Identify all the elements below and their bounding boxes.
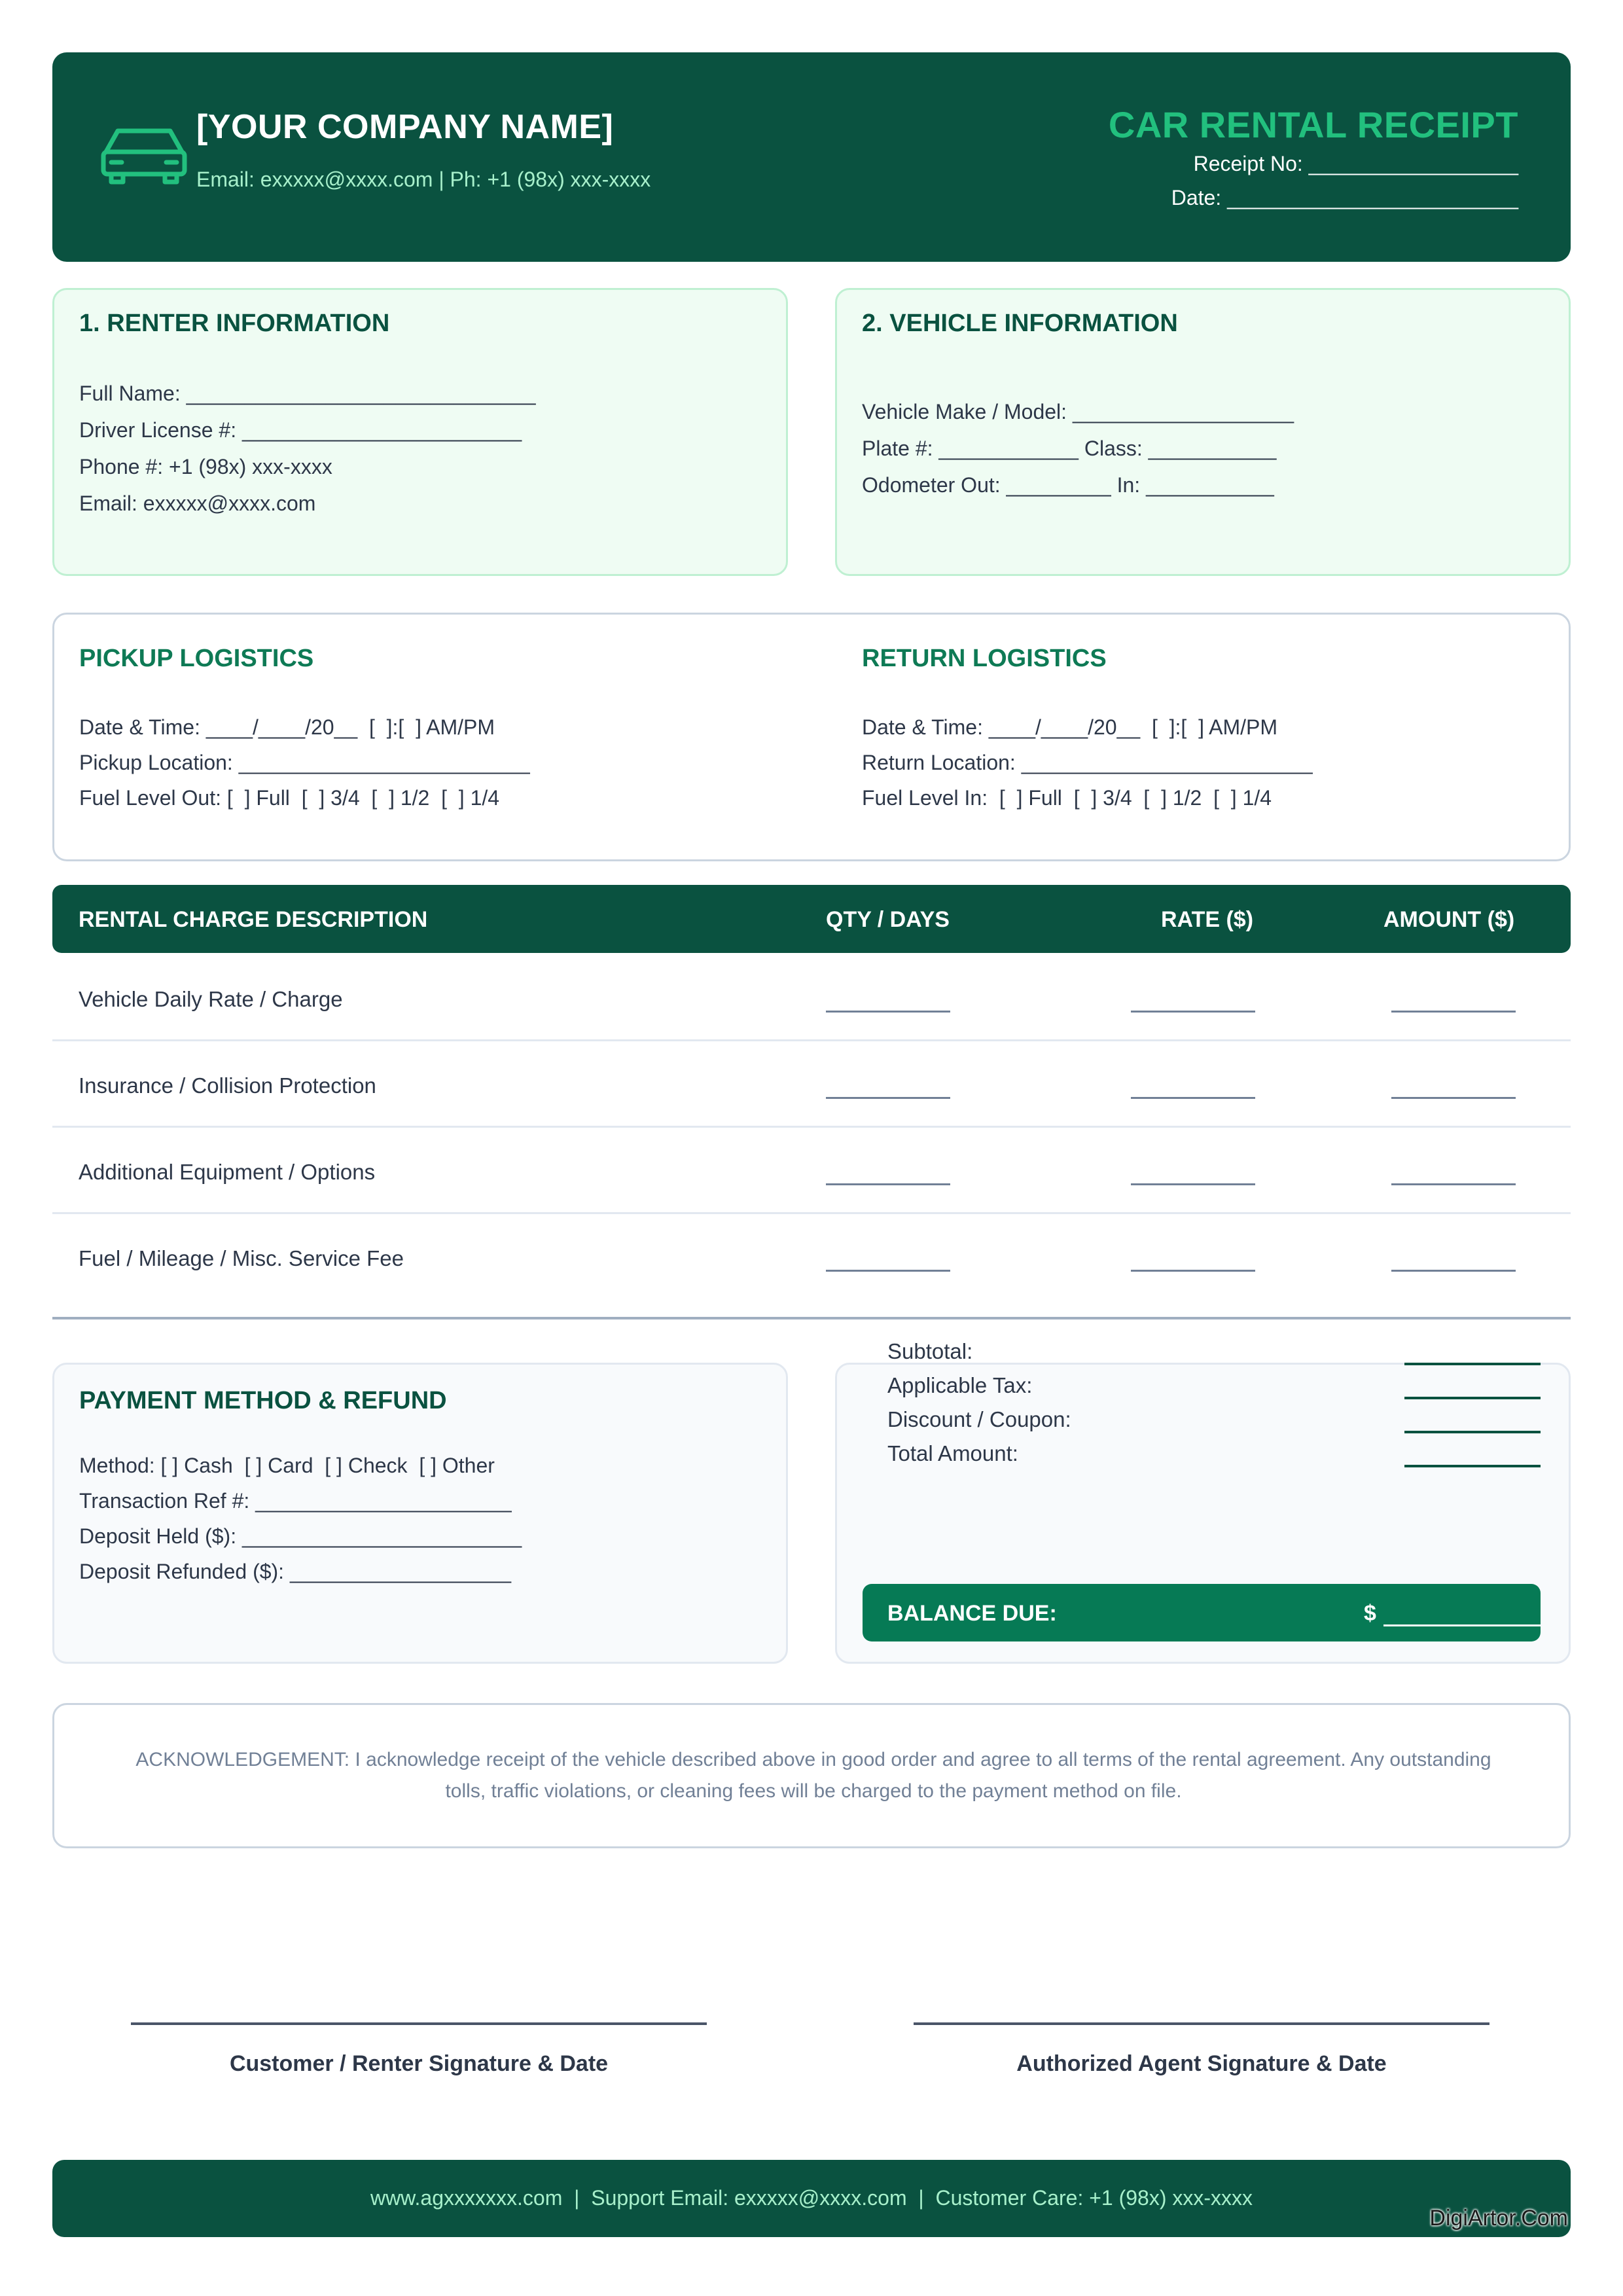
- discount-blank[interactable]: [1404, 1431, 1541, 1433]
- amount-blank[interactable]: [1391, 1183, 1516, 1185]
- charges-table-header: [52, 885, 1571, 953]
- fuel-level-out-field[interactable]: Fuel Level Out: [ ] Full [ ] 3/4 [ ] 1/2 [ ] 1/4: [79, 786, 500, 810]
- deposit-refunded-field[interactable]: Deposit Refunded ($): ___________________: [79, 1560, 512, 1583]
- balance-due-bar: [863, 1584, 1541, 1641]
- rate-blank[interactable]: [1131, 1183, 1255, 1185]
- qty-days-blank[interactable]: [826, 1183, 950, 1185]
- driver-license-field[interactable]: Driver License #: ________________________: [79, 418, 522, 442]
- charge-description: Additional Equipment / Options: [79, 1160, 376, 1184]
- total-amount-label: Total Amount:: [887, 1441, 1018, 1465]
- rate-blank[interactable]: [1131, 1097, 1255, 1099]
- plate-class-field[interactable]: Plate #: ____________ Class: ___________: [862, 437, 1277, 460]
- receipt-footer: [52, 2160, 1571, 2237]
- return-section-title: RETURN LOGISTICS: [862, 645, 1107, 672]
- receipt-header: [52, 52, 1571, 262]
- return-date-time-field[interactable]: Date & Time: ____/____/20__ [ ]:[ ] AM/PM: [862, 715, 1277, 739]
- car-icon: [99, 123, 188, 186]
- table-row: [52, 1212, 1571, 1299]
- vehicle-make-model-field[interactable]: Vehicle Make / Model: ___________________: [862, 400, 1294, 423]
- rate-blank[interactable]: [1131, 1270, 1255, 1272]
- receipt-date-field[interactable]: Date: _________________________: [1171, 186, 1518, 209]
- company-contact: Email: exxxxx@xxxx.com | Ph: +1 (98x) xxx-xxxx: [196, 168, 651, 191]
- agent-signature-label: Authorized Agent Signature & Date: [1016, 2051, 1387, 2076]
- odometer-field[interactable]: Odometer Out: _________ In: ___________: [862, 473, 1274, 497]
- table-row: [52, 1126, 1571, 1214]
- column-header-description: RENTAL CHARGE DESCRIPTION: [79, 907, 428, 932]
- full-name-field[interactable]: Full Name: ______________________________: [79, 382, 536, 405]
- table-bottom-rule: [52, 1317, 1571, 1319]
- receipt-number-field[interactable]: Receipt No: __________________: [1193, 152, 1518, 175]
- column-header-qty-days: QTY / DAYS: [826, 907, 950, 932]
- fuel-level-in-field[interactable]: Fuel Level In: [ ] Full [ ] 3/4 [ ] 1/2 [ ] 1/4: [862, 786, 1272, 810]
- balance-currency: $: [1364, 1601, 1376, 1626]
- total-amount-blank[interactable]: [1404, 1465, 1541, 1467]
- logistics-section: [52, 613, 1571, 861]
- charge-description: Vehicle Daily Rate / Charge: [79, 987, 343, 1011]
- rate-blank[interactable]: [1131, 1011, 1255, 1013]
- footer-contact-text: www.agxxxxxxx.com | Support Email: exxxxx@xxxx.com | Customer Care: +1 (98x) xxx-xxxx: [370, 2186, 1253, 2210]
- column-header-rate: RATE ($): [1161, 907, 1254, 932]
- tax-label: Applicable Tax:: [887, 1373, 1033, 1397]
- transaction-ref-field[interactable]: Transaction Ref #: ______________________: [79, 1489, 512, 1513]
- company-name: [YOUR COMPANY NAME]: [196, 108, 614, 146]
- customer-signature-label: Customer / Renter Signature & Date: [229, 2051, 609, 2076]
- qty-days-blank[interactable]: [826, 1270, 950, 1272]
- discount-label: Discount / Coupon:: [887, 1407, 1071, 1431]
- deposit-held-field[interactable]: Deposit Held ($): ________________________: [79, 1524, 522, 1548]
- watermark: DigiArtor.Com: [1429, 2206, 1568, 2231]
- renter-section-title: 1. RENTER INFORMATION: [79, 310, 390, 337]
- pickup-section-title: PICKUP LOGISTICS: [79, 645, 314, 672]
- email-field[interactable]: Email: exxxxx@xxxx.com: [79, 492, 316, 515]
- balance-due-blank[interactable]: [1383, 1624, 1541, 1626]
- agent-signature-line[interactable]: [914, 2022, 1489, 2025]
- vehicle-information-section: [835, 288, 1571, 576]
- payment-section: [52, 1363, 788, 1664]
- pickup-location-field[interactable]: Pickup Location: _________________________: [79, 751, 530, 774]
- payment-section-title: PAYMENT METHOD & REFUND: [79, 1387, 447, 1414]
- vehicle-section-title: 2. VEHICLE INFORMATION: [862, 310, 1178, 337]
- payment-method-field[interactable]: Method: [ ] Cash [ ] Card [ ] Check [ ] Other: [79, 1454, 495, 1477]
- acknowledgement-box: [52, 1703, 1571, 1848]
- column-header-amount: AMOUNT ($): [1383, 907, 1515, 932]
- subtotal-label: Subtotal:: [887, 1339, 973, 1363]
- charge-description: Insurance / Collision Protection: [79, 1073, 376, 1098]
- subtotal-blank[interactable]: [1404, 1363, 1541, 1365]
- amount-blank[interactable]: [1391, 1097, 1516, 1099]
- receipt-title: CAR RENTAL RECEIPT: [1108, 104, 1518, 145]
- pickup-date-time-field[interactable]: Date & Time: ____/____/20__ [ ]:[ ] AM/PM: [79, 715, 495, 739]
- table-row: [52, 1039, 1571, 1128]
- amount-blank[interactable]: [1391, 1270, 1516, 1272]
- customer-signature-line[interactable]: [131, 2022, 707, 2025]
- tax-blank[interactable]: [1404, 1397, 1541, 1399]
- balance-due-label: BALANCE DUE:: [887, 1601, 1057, 1626]
- amount-blank[interactable]: [1391, 1011, 1516, 1013]
- phone-field[interactable]: Phone #: +1 (98x) xxx-xxxx: [79, 455, 332, 478]
- charge-description: Fuel / Mileage / Misc. Service Fee: [79, 1246, 404, 1270]
- qty-days-blank[interactable]: [826, 1011, 950, 1013]
- qty-days-blank[interactable]: [826, 1097, 950, 1099]
- acknowledgement-text: ACKNOWLEDGEMENT: I acknowledge receipt of the vehicle described above in good order and agree to all terms of the rental agreement. Any outstanding tolls, traffic violations, or cleaning fees will be charged to the payment method on file.: [135, 1749, 1491, 1802]
- table-row: [52, 953, 1571, 1041]
- return-location-field[interactable]: Return Location: _________________________: [862, 751, 1313, 774]
- renter-information-section: [52, 288, 788, 576]
